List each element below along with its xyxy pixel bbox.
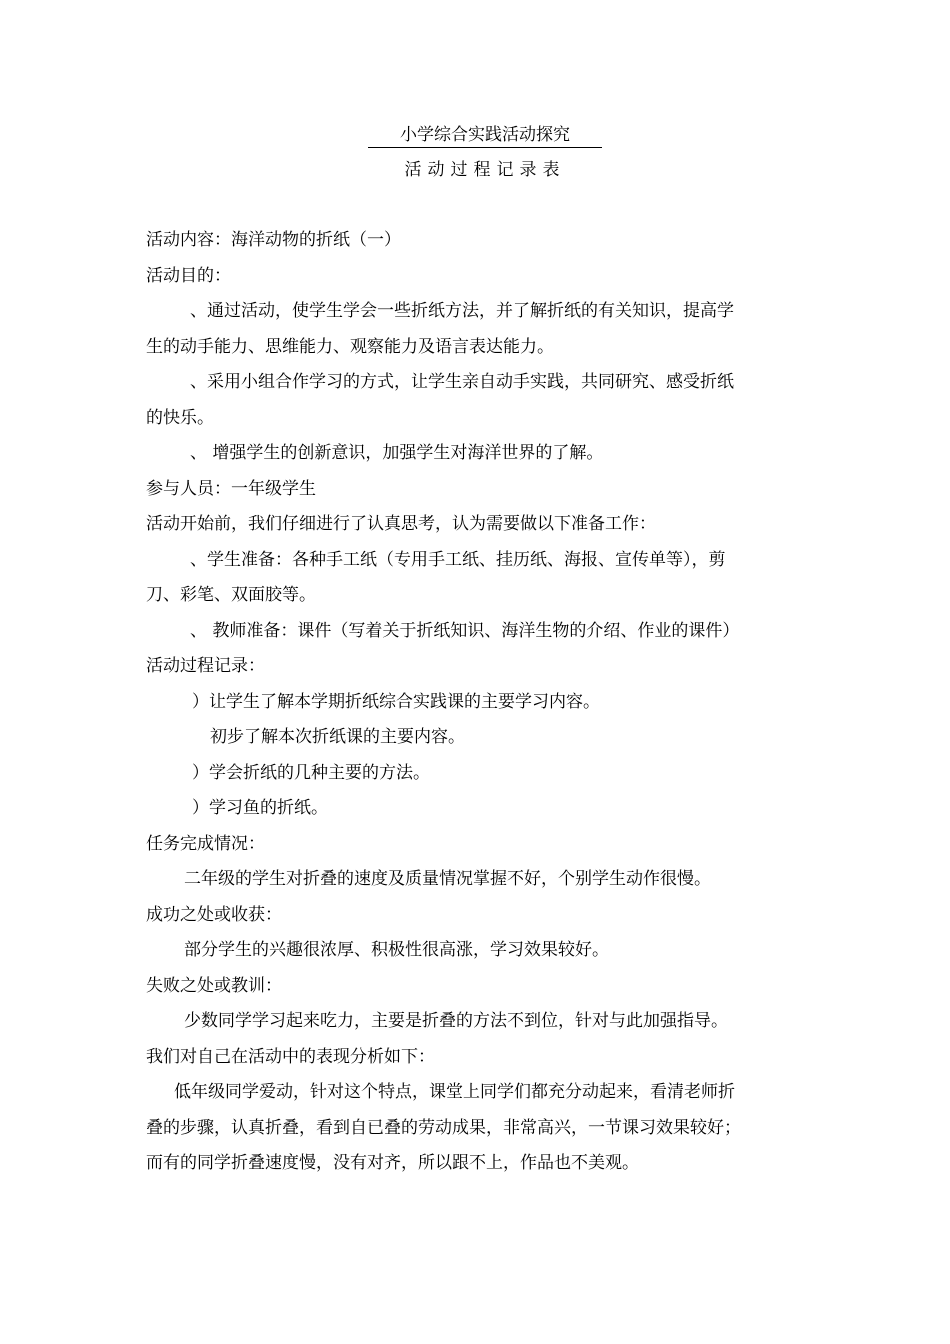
text-line: 生的动手能力、思维能力、观察能力及语言表达能力。 (146, 336, 554, 357)
document-subtitle: 活动过程记录表 (404, 160, 566, 180)
text-line: 活动开始前，我们仔细进行了认真思考，认为需要做以下准备工作： (146, 514, 656, 534)
text-line: 、通过活动，使学生学会一些折纸方法，并了解折纸的有关知识，提高学 (190, 301, 734, 321)
document-body (146, 223, 808, 1182)
text-line: 的快乐。 (146, 407, 214, 428)
text-line: 刀、彩笔、双面胶等。 (146, 585, 316, 605)
text-line: 成功之处或收获： (146, 904, 282, 925)
text-line: 低年级同学爱动，针对这个特点，课堂上同学们都充分动起来，看清老师折 (174, 1082, 735, 1102)
text-line: 参与人员：一年级学生 (146, 478, 316, 499)
text-line: 失败之处或教训： (146, 975, 282, 996)
text-line: 初步了解本次折纸课的主要内容。 (210, 727, 465, 747)
text-line: 叠的步骤，认真折叠，看到自已叠的劳动成果，非常高兴，一节课习效果较好； (146, 1117, 741, 1138)
text-line: 、采用小组合作学习的方式，让学生亲自动手实践，共同研究、感受折纸 (190, 372, 734, 392)
text-line: 任务完成情况： (146, 833, 265, 854)
text-line: 我们对自己在活动中的表现分析如下： (146, 1046, 435, 1067)
text-line: 活动目的： (146, 265, 231, 286)
text-line: 活动过程记录： (146, 656, 265, 676)
text-line: 、学生准备：各种手工纸（专用手工纸、挂历纸、海报、宣传单等），剪 (190, 549, 726, 570)
document-title: 小学综合实践活动探究 (368, 124, 602, 148)
text-line: 、 增强学生的创新意识，加强学生对海洋世界的了解。 (190, 443, 604, 463)
text-line: ）学会折纸的几种主要的方法。 (192, 762, 430, 783)
text-line: ）学习鱼的折纸。 (192, 798, 328, 818)
text-line: ）让学生了解本学期折纸综合实践课的主要学习内容。 (192, 691, 600, 712)
text-line: 活动内容：海洋动物的折纸（一） (146, 230, 401, 250)
text-line: 、 教师准备：课件（写着关于折纸知识、海洋生物的介绍、作业的课件） (190, 620, 740, 641)
text-line: 部分学生的兴趣很浓厚、积极性很高涨，学习效果较好。 (184, 940, 609, 960)
text-line: 而有的同学折叠速度慢，没有对齐，所以跟不上，作品也不美观。 (146, 1153, 639, 1173)
text-line: 少数同学学习起来吃力，主要是折叠的方法不到位，针对与此加强指导。 (184, 1011, 728, 1031)
text-line: 二年级的学生对折叠的速度及质量情况掌握不好，个别学生动作很慢。 (184, 869, 711, 889)
